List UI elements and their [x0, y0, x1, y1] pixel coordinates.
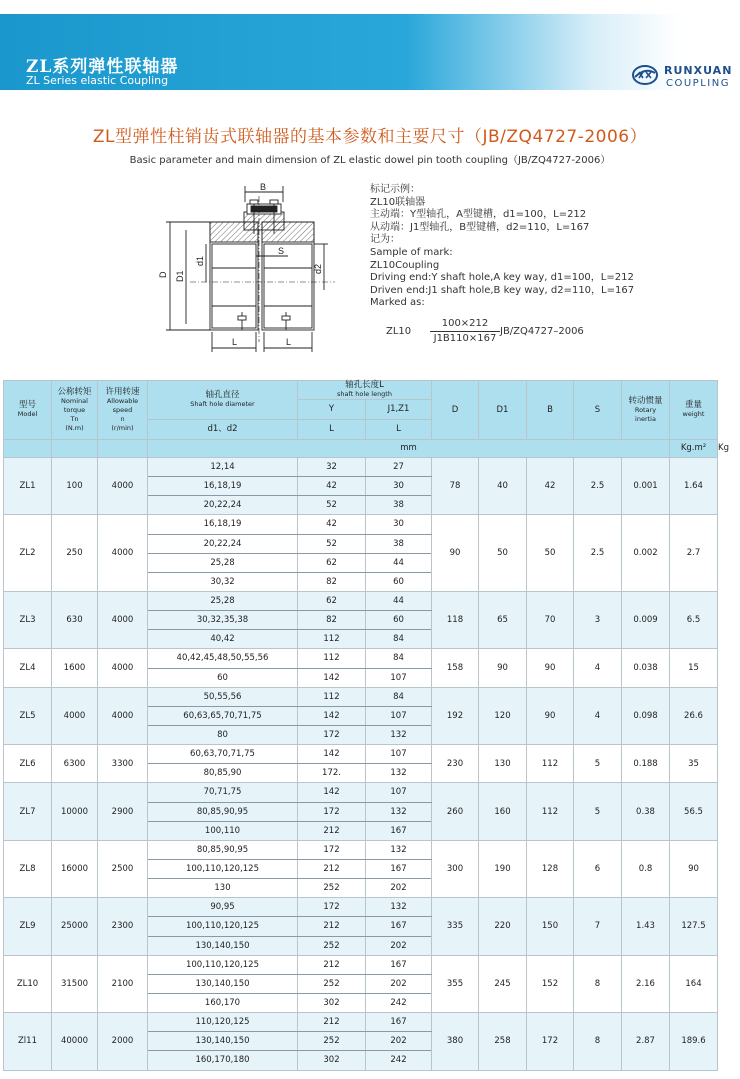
- page-title: ZL型弹性柱销齿式联轴器的基本参数和主要尺寸（JB/ZQ4727-2006）: [92, 127, 648, 147]
- D1-cell: 90: [479, 649, 527, 687]
- speed-cell: 2000: [98, 1013, 148, 1070]
- weight-cell: 1.64: [670, 458, 718, 515]
- model-cell: ZL8: [4, 840, 52, 897]
- marking-line: ZL10联轴器: [370, 196, 426, 208]
- shaft-diameter-cell: 80,85,90,95: [148, 840, 298, 859]
- inertia-cell: 1.43: [622, 898, 670, 955]
- length-y-cell: 142: [298, 706, 366, 725]
- col-shaft-diameter: 轴孔直径 Shaft hole diameter: [148, 381, 298, 420]
- length-j-cell: 202: [366, 1032, 432, 1051]
- speed-cell: 4000: [98, 591, 148, 648]
- shaft-diameter-cell: 16,18,19: [148, 477, 298, 496]
- length-j-cell: 107: [366, 668, 432, 687]
- S-cell: 5: [574, 783, 622, 840]
- col-weight: 重量 weight: [670, 381, 718, 440]
- speed-cell: 2900: [98, 783, 148, 840]
- torque-cell: 31500: [52, 955, 98, 1012]
- weight-cell: 164: [670, 955, 718, 1012]
- marking-line: Driving end:Y shaft hole,A key way, d1=100，L=212: [370, 272, 634, 284]
- D-cell: 78: [432, 458, 479, 515]
- length-j-cell: 132: [366, 764, 432, 783]
- table-row: [4, 515, 718, 534]
- page-subtitle: Basic parameter and main dimension of ZL elastic dowel pin tooth coupling（JB/ZQ4727-2006）: [129, 155, 611, 166]
- weight-cell: 189.6: [670, 1013, 718, 1070]
- shaft-diameter-cell: 16,18,19: [148, 515, 298, 534]
- model-cell: ZL5: [4, 687, 52, 744]
- table-row: [4, 745, 718, 764]
- D-cell: 192: [432, 687, 479, 744]
- weight-cell: 56.5: [670, 783, 718, 840]
- length-j-cell: 107: [366, 745, 432, 764]
- weight-cell: 35: [670, 745, 718, 783]
- B-cell: 112: [527, 745, 574, 783]
- dim-label-D1: D1: [175, 270, 185, 282]
- col-S: S: [574, 381, 622, 440]
- inertia-cell: 0.001: [622, 458, 670, 515]
- col-D1: D1: [479, 381, 527, 440]
- speed-cell: 2100: [98, 955, 148, 1012]
- dim-label-d1: d1: [195, 255, 205, 266]
- length-y-cell: 212: [298, 821, 366, 840]
- shaft-diameter-cell: 20,22,24: [148, 534, 298, 553]
- shaft-diameter-cell: 90,95: [148, 898, 298, 917]
- brand-logo-icon: [632, 64, 658, 86]
- shaft-diameter-cell: 110,120,125: [148, 1013, 298, 1032]
- length-j-cell: 84: [366, 687, 432, 706]
- formula-lead: ZL10: [386, 326, 412, 337]
- table-row: [4, 898, 718, 917]
- speed-cell: 2300: [98, 898, 148, 955]
- B-cell: 70: [527, 591, 574, 648]
- length-j-cell: 60: [366, 572, 432, 591]
- length-j-cell: 107: [366, 783, 432, 802]
- spec-table-body: [4, 458, 718, 1071]
- length-j-cell: 30: [366, 477, 432, 496]
- length-y-cell: 42: [298, 515, 366, 534]
- length-y-cell: 252: [298, 974, 366, 993]
- shaft-diameter-cell: 25,28: [148, 553, 298, 572]
- S-cell: 2.5: [574, 458, 622, 515]
- inertia-cell: 0.188: [622, 745, 670, 783]
- length-y-cell: 142: [298, 783, 366, 802]
- marking-line: 从动端：J1型轴孔，B型键槽，d2=110，L=167: [370, 221, 590, 233]
- S-cell: 8: [574, 955, 622, 1012]
- shaft-diameter-cell: 100,110,120,125: [148, 955, 298, 974]
- inertia-cell: 0.8: [622, 840, 670, 897]
- length-y-cell: 82: [298, 611, 366, 630]
- weight-cell: 90: [670, 840, 718, 897]
- col-D: D: [432, 381, 479, 440]
- table-row: [4, 783, 718, 802]
- inertia-cell: 2.16: [622, 955, 670, 1012]
- length-y-cell: 172: [298, 802, 366, 821]
- length-j-cell: 202: [366, 936, 432, 955]
- length-j-cell: 167: [366, 955, 432, 974]
- D1-cell: 120: [479, 687, 527, 744]
- shaft-diameter-cell: 130,140,150: [148, 974, 298, 993]
- D1-cell: 220: [479, 898, 527, 955]
- inertia-cell: 0.38: [622, 783, 670, 840]
- shaft-diameter-cell: 60,63,70,71,75: [148, 745, 298, 764]
- col-B: B: [527, 381, 574, 440]
- length-j-cell: 27: [366, 458, 432, 477]
- length-j-cell: 132: [366, 802, 432, 821]
- S-cell: 6: [574, 840, 622, 897]
- length-y-cell: 302: [298, 1051, 366, 1070]
- speed-cell: 4000: [98, 649, 148, 687]
- length-y-cell: 112: [298, 649, 366, 668]
- D-cell: 260: [432, 783, 479, 840]
- length-y-cell: 82: [298, 572, 366, 591]
- formula-standard: JB/ZQ4727–2006: [500, 326, 584, 337]
- B-cell: 42: [527, 458, 574, 515]
- length-y-cell: 252: [298, 879, 366, 898]
- length-y-cell: 172: [298, 898, 366, 917]
- col-speed: 许用转速 Allowable speed n (r/min): [98, 381, 148, 440]
- length-y-cell: 62: [298, 591, 366, 610]
- shaft-diameter-cell: 80,85,90: [148, 764, 298, 783]
- col-model: 型号 Model: [4, 381, 52, 440]
- length-y-cell: 112: [298, 687, 366, 706]
- length-y-cell: 252: [298, 936, 366, 955]
- shaft-diameter-cell: 130,140,150: [148, 936, 298, 955]
- unit-kgm2: Kg.m²: [670, 440, 718, 458]
- marking-line: 记为：: [370, 234, 400, 246]
- shaft-diameter-cell: 25,28: [148, 591, 298, 610]
- shaft-diameter-cell: 50,55,56: [148, 687, 298, 706]
- S-cell: 7: [574, 898, 622, 955]
- torque-cell: 630: [52, 591, 98, 648]
- length-y-cell: 62: [298, 553, 366, 572]
- weight-cell: 6.5: [670, 591, 718, 648]
- dim-label-l-left: L: [232, 337, 238, 347]
- shaft-diameter-cell: 30,32: [148, 572, 298, 591]
- table-row: [4, 840, 718, 859]
- D1-cell: 160: [479, 783, 527, 840]
- D-cell: 335: [432, 898, 479, 955]
- table-row: [4, 955, 718, 974]
- torque-cell: 6300: [52, 745, 98, 783]
- unit-blank: [98, 440, 148, 458]
- B-cell: 172: [527, 1013, 574, 1070]
- length-j-cell: 30: [366, 515, 432, 534]
- table-row: [4, 591, 718, 610]
- shaft-diameter-cell: 130: [148, 879, 298, 898]
- length-j-cell: 107: [366, 706, 432, 725]
- brand-sub: COUPLING: [666, 78, 730, 89]
- shaft-diameter-cell: 130,140,150: [148, 1032, 298, 1051]
- torque-cell: 1600: [52, 649, 98, 687]
- length-j-cell: 38: [366, 534, 432, 553]
- marking-line: Sample of mark:: [370, 246, 453, 258]
- B-cell: 152: [527, 955, 574, 1012]
- torque-cell: 10000: [52, 783, 98, 840]
- length-j-cell: 167: [366, 1013, 432, 1032]
- S-cell: 4: [574, 649, 622, 687]
- unit-blank: [52, 440, 98, 458]
- inertia-cell: 0.002: [622, 515, 670, 592]
- model-cell: ZL1: [4, 458, 52, 515]
- model-cell: ZL3: [4, 591, 52, 648]
- col-inertia: 转动惯量 Rotary inertia: [622, 381, 670, 440]
- table-row: [4, 458, 718, 477]
- weight-cell: 15: [670, 649, 718, 687]
- S-cell: 2.5: [574, 515, 622, 592]
- B-cell: 50: [527, 515, 574, 592]
- length-y-cell: 252: [298, 1032, 366, 1051]
- speed-cell: 3300: [98, 745, 148, 783]
- length-j-cell: 202: [366, 879, 432, 898]
- dim-label-s: S: [278, 246, 285, 256]
- spec-table: 型号 Model 公称转矩 Nominal torque Tn (N.m) 许用转速 Allowable speed n (r/min) 轴孔直径 Shaft hole diameter 轴孔长度L shaft hole length D D1 B S 转动惯量 Rotary inertia 重量 weight Y J1,Z1 d1、d2 L L mm Kg.m² Kg ZL1 100 4000 12,14 32 27 78 40 42 2.5 0.001 1.64 16,18,19 42 30 20,22,24 52 38 ZL2 250 4000 16,18,19 42 30 90 50 50 2.5 0.002 2.7 20,22,24 52 38 25,28 62 44 30,32 82 60 ZL3 630 4000 25,28 62 44 118 65 70 3 0.009 6.5 30,32,35,38 82 60 40,42 112 84 ZL4 1600 4000 40,42,45,48,50,55,56 112 84 158 90 90 4 0.038 15 60 142 107 ZL5 4000 4000 50,55,56 112 84 192 120 90 4 0.098 26.6 60,63,65,70,71,75 142 107 80 172 132 ZL6 6300 3300 60,63,70,71,75 142 107 230 130 112 5 0.188 35 80,85,90 172. 132 ZL7 10000 2900 70,71,75 142 107 260 160 112 5 0.38 56.5 80,85,90,95 172 132 100,110 212 167 ZL8 16000 2500 80,85,90,95 172 132 300 190 128 6 0.8 90 100,110,120,125 212 167 130 252 202 ZL9 25000 2300 90,95 172 132 335 220 150 7 1.43 127.5 100,110,120,125 212 167 130,140,150 252 202 ZL10 31500 2100 100,110,120,125 212 167 355 245 152 8 2.16 164 130,140,150 252 202 160,170 302 242 Zl11 40000 2000 110,120,125 212 167 380 258 172 8 2.87 189.6 130,140,150 252 202 160,170,180 302 242: [3, 380, 718, 1071]
- length-y-cell: 212: [298, 917, 366, 936]
- weight-cell: 2.7: [670, 515, 718, 592]
- marking-line: ZL10Coupling: [370, 259, 440, 271]
- speed-cell: 2500: [98, 840, 148, 897]
- formula-denominator: J1B110×167: [433, 333, 497, 344]
- D1-cell: 258: [479, 1013, 527, 1070]
- series-title-cn: ZL系列弹性联轴器: [26, 57, 179, 77]
- D-cell: 90: [432, 515, 479, 592]
- length-j-cell: 132: [366, 840, 432, 859]
- torque-cell: 4000: [52, 687, 98, 744]
- D1-cell: 40: [479, 458, 527, 515]
- dim-label-l-right: L: [286, 337, 292, 347]
- marking-line: 主动端：Y型轴孔，A型键槽，d1=100，L=212: [370, 209, 587, 221]
- inertia-cell: 0.038: [622, 649, 670, 687]
- model-cell: ZL2: [4, 515, 52, 592]
- length-y-cell: 212: [298, 955, 366, 974]
- dim-label-D: D: [158, 271, 168, 278]
- length-j-cell: 44: [366, 591, 432, 610]
- speed-cell: 4000: [98, 687, 148, 744]
- D1-cell: 130: [479, 745, 527, 783]
- B-cell: 90: [527, 687, 574, 744]
- col-j1z1: J1,Z1: [366, 400, 432, 420]
- marking-formula: [386, 318, 626, 358]
- table-row: [4, 1013, 718, 1032]
- page-header: [0, 0, 740, 92]
- shaft-diameter-cell: 20,22,24: [148, 496, 298, 515]
- length-j-cell: 84: [366, 649, 432, 668]
- length-y-cell: 52: [298, 534, 366, 553]
- speed-cell: 4000: [98, 515, 148, 592]
- brand-logo: [632, 62, 736, 92]
- shaft-diameter-cell: 160,170,180: [148, 1051, 298, 1070]
- inertia-cell: 0.009: [622, 591, 670, 648]
- shaft-diameter-cell: 80: [148, 725, 298, 744]
- length-y-cell: 112: [298, 630, 366, 649]
- shaft-diameter-cell: 40,42: [148, 630, 298, 649]
- D1-cell: 50: [479, 515, 527, 592]
- length-y-cell: 142: [298, 745, 366, 764]
- length-y-cell: 52: [298, 496, 366, 515]
- marking-line: 标记示例：: [370, 184, 420, 195]
- marking-example: [370, 184, 634, 310]
- D-cell: 230: [432, 745, 479, 783]
- table-row: [4, 649, 718, 668]
- unit-blank: [4, 440, 52, 458]
- shaft-diameter-cell: 60: [148, 668, 298, 687]
- model-cell: ZL10: [4, 955, 52, 1012]
- B-cell: 90: [527, 649, 574, 687]
- length-j-cell: 60: [366, 611, 432, 630]
- torque-cell: 250: [52, 515, 98, 592]
- formula-numerator: 100×212: [441, 318, 489, 329]
- weight-cell: 127.5: [670, 898, 718, 955]
- shaft-diameter-cell: 70,71,75: [148, 783, 298, 802]
- B-cell: 112: [527, 783, 574, 840]
- shaft-diameter-cell: 60,63,65,70,71,75: [148, 706, 298, 725]
- model-cell: ZL4: [4, 649, 52, 687]
- torque-cell: 16000: [52, 840, 98, 897]
- length-j-cell: 167: [366, 859, 432, 878]
- col-length-j: L: [366, 420, 432, 440]
- torque-cell: 100: [52, 458, 98, 515]
- length-y-cell: 302: [298, 993, 366, 1012]
- weight-cell: 26.6: [670, 687, 718, 744]
- col-length-y: L: [298, 420, 366, 440]
- length-j-cell: 202: [366, 974, 432, 993]
- length-j-cell: 242: [366, 993, 432, 1012]
- length-y-cell: 42: [298, 477, 366, 496]
- formula-fraction-bar: [430, 331, 500, 332]
- length-j-cell: 38: [366, 496, 432, 515]
- D1-cell: 65: [479, 591, 527, 648]
- D-cell: 380: [432, 1013, 479, 1070]
- length-y-cell: 212: [298, 1013, 366, 1032]
- model-cell: Zl11: [4, 1013, 52, 1070]
- length-j-cell: 84: [366, 630, 432, 649]
- B-cell: 128: [527, 840, 574, 897]
- D1-cell: 190: [479, 840, 527, 897]
- length-j-cell: 132: [366, 898, 432, 917]
- shaft-diameter-cell: 100,110,120,125: [148, 917, 298, 936]
- speed-cell: 4000: [98, 458, 148, 515]
- B-cell: 150: [527, 898, 574, 955]
- shaft-diameter-cell: 40,42,45,48,50,55,56: [148, 649, 298, 668]
- dim-label-d2: d2: [313, 263, 323, 274]
- D-cell: 355: [432, 955, 479, 1012]
- inertia-cell: 0.098: [622, 687, 670, 744]
- col-y: Y: [298, 400, 366, 420]
- length-j-cell: 167: [366, 917, 432, 936]
- marking-line: Marked as:: [370, 297, 425, 309]
- model-cell: ZL7: [4, 783, 52, 840]
- coupling-drawing: [150, 182, 350, 362]
- length-y-cell: 172.: [298, 764, 366, 783]
- S-cell: 3: [574, 591, 622, 648]
- torque-cell: 25000: [52, 898, 98, 955]
- S-cell: 8: [574, 1013, 622, 1070]
- S-cell: 4: [574, 687, 622, 744]
- brand-name: RUNXUAN: [664, 64, 733, 77]
- length-y-cell: 142: [298, 668, 366, 687]
- shaft-diameter-cell: 100,110,120,125: [148, 859, 298, 878]
- shaft-diameter-cell: 100,110: [148, 821, 298, 840]
- series-title-en: ZL Series elastic Coupling: [26, 74, 169, 87]
- D-cell: 118: [432, 591, 479, 648]
- length-y-cell: 32: [298, 458, 366, 477]
- table-row: [4, 687, 718, 706]
- shaft-diameter-cell: 80,85,90,95: [148, 802, 298, 821]
- length-y-cell: 172: [298, 725, 366, 744]
- D1-cell: 245: [479, 955, 527, 1012]
- length-j-cell: 132: [366, 725, 432, 744]
- length-j-cell: 242: [366, 1051, 432, 1070]
- D-cell: 158: [432, 649, 479, 687]
- dim-label-b: B: [260, 182, 267, 192]
- torque-cell: 40000: [52, 1013, 98, 1070]
- shaft-diameter-cell: 30,32,35,38: [148, 611, 298, 630]
- col-shaft-length: 轴孔长度L shaft hole length: [298, 381, 432, 400]
- inertia-cell: 2.87: [622, 1013, 670, 1070]
- model-cell: ZL6: [4, 745, 52, 783]
- unit-mm: mm: [148, 440, 670, 458]
- marking-line: Driven end:J1 shaft hole,B key way, d2=110，L=167: [370, 284, 635, 296]
- model-cell: ZL9: [4, 898, 52, 955]
- col-torque: 公称转矩 Nominal torque Tn (N.m): [52, 381, 98, 440]
- shaft-diameter-cell: 12,14: [148, 458, 298, 477]
- S-cell: 5: [574, 745, 622, 783]
- col-shaft-symbol: d1、d2: [148, 420, 298, 440]
- shaft-diameter-cell: 160,170: [148, 993, 298, 1012]
- length-j-cell: 167: [366, 821, 432, 840]
- length-j-cell: 44: [366, 553, 432, 572]
- length-y-cell: 212: [298, 859, 366, 878]
- D-cell: 300: [432, 840, 479, 897]
- length-y-cell: 172: [298, 840, 366, 859]
